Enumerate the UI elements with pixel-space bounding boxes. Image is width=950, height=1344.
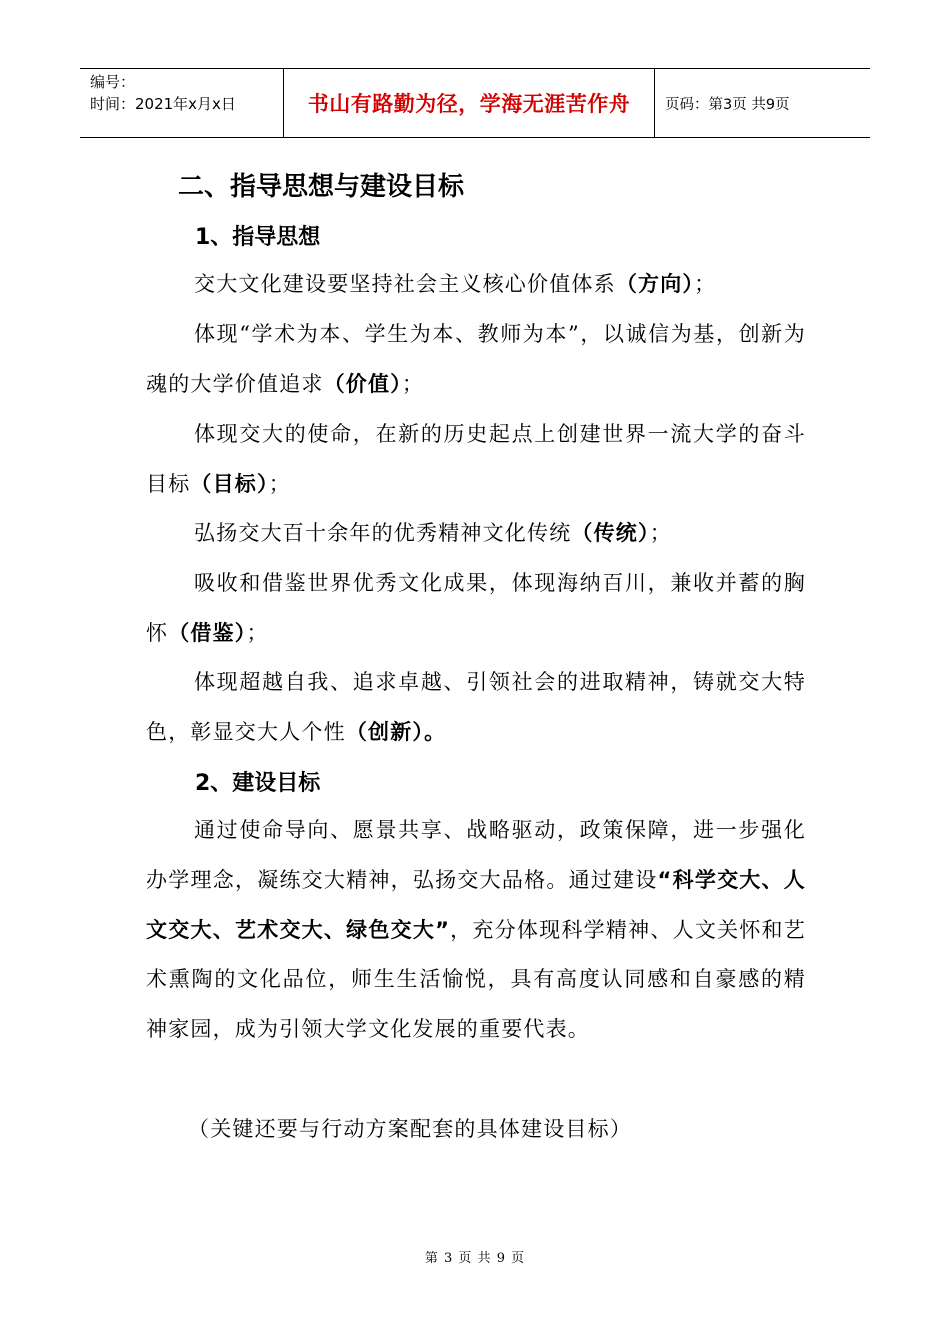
header-page-code (655, 69, 870, 137)
header-meta (80, 69, 283, 137)
subsection-title-2: 2、建设目标 (195, 771, 321, 796)
paragraph-tag: （方向） (615, 272, 695, 296)
subsection-title-1: 1、指导思想 (195, 225, 321, 250)
paragraph-tag: （传统） (571, 521, 650, 545)
header-motto-cell (283, 69, 655, 137)
paragraph-text-continued: ，充分体现科学精神、人文关怀和艺术熏陶的文化品位，师生生活愉悦，具有高度认同感和自豪感的精神家园，成为引领大学文化发展的重要代表。 (146, 917, 806, 1042)
paragraph-text: 体现超越自我、追求卓越、引领社会的进取精神，铸就交大特色，彰显交大人个性 (146, 670, 806, 744)
paragraph-innovation (146, 658, 806, 758)
paragraph-end: ； (401, 371, 425, 396)
number-label: 编号： (90, 73, 136, 91)
paragraph-construction-goal (146, 806, 806, 1055)
paragraph-tradition (146, 509, 806, 559)
paragraph-goal (146, 410, 806, 510)
page-header (80, 68, 870, 138)
paragraph-text: 交大文化建设要坚持社会主义核心价值体系 (194, 272, 616, 296)
paragraph-emphasis: “科学交大、人文交大、艺术交大、绿色交大” (146, 867, 806, 942)
time-label: 时间：2021年x月x日 (90, 95, 236, 113)
paragraph-value (146, 310, 806, 410)
section-title: 二、指导思想与建设目标 (178, 172, 465, 202)
paragraph-tag: （价值） (323, 371, 402, 396)
paragraph-reference (146, 559, 806, 659)
paragraph-tag: （目标） (190, 471, 269, 496)
page-footer: 第 3 页 共 9 页 (424, 1251, 526, 1266)
page-code: 页码：第3页 共9页 (665, 96, 790, 113)
paragraph-end: ； (694, 272, 717, 296)
paragraph-text: 弘扬交大百十余年的优秀精神文化传统 (194, 521, 572, 545)
paragraph-end: ； (268, 471, 291, 496)
paragraph-direction (146, 260, 806, 310)
paragraph-end: ； (246, 620, 269, 645)
paragraph-note: （关键还要与行动方案配套的具体建设目标） (188, 1117, 632, 1141)
paragraph-text: 体现“学术为本、学生为本、教师为本”，以诚信为基，创新为魂的大学价值追求 (146, 322, 806, 396)
motto: 书山有路勤为径，学海无涯苦作舟 (307, 92, 631, 116)
paragraph-tag: （创新）。 (345, 719, 447, 744)
paragraph-text: 通过使命导向、愿景共享、战略驱动，政策保障，进一步强化办学理念，凝练交大精神，弘扬交大品格。通过建设 (146, 818, 806, 892)
paragraph-tag: （借鉴） (168, 620, 247, 645)
paragraph-text: 吸收和借鉴世界优秀文化成果，体现海纳百川，兼收并蓄的胸怀 (146, 571, 806, 645)
paragraph-end: ； (649, 521, 672, 545)
paragraph-text: 体现交大的使命，在新的历史起点上创建世界一流大学的奋斗目标 (146, 422, 806, 496)
